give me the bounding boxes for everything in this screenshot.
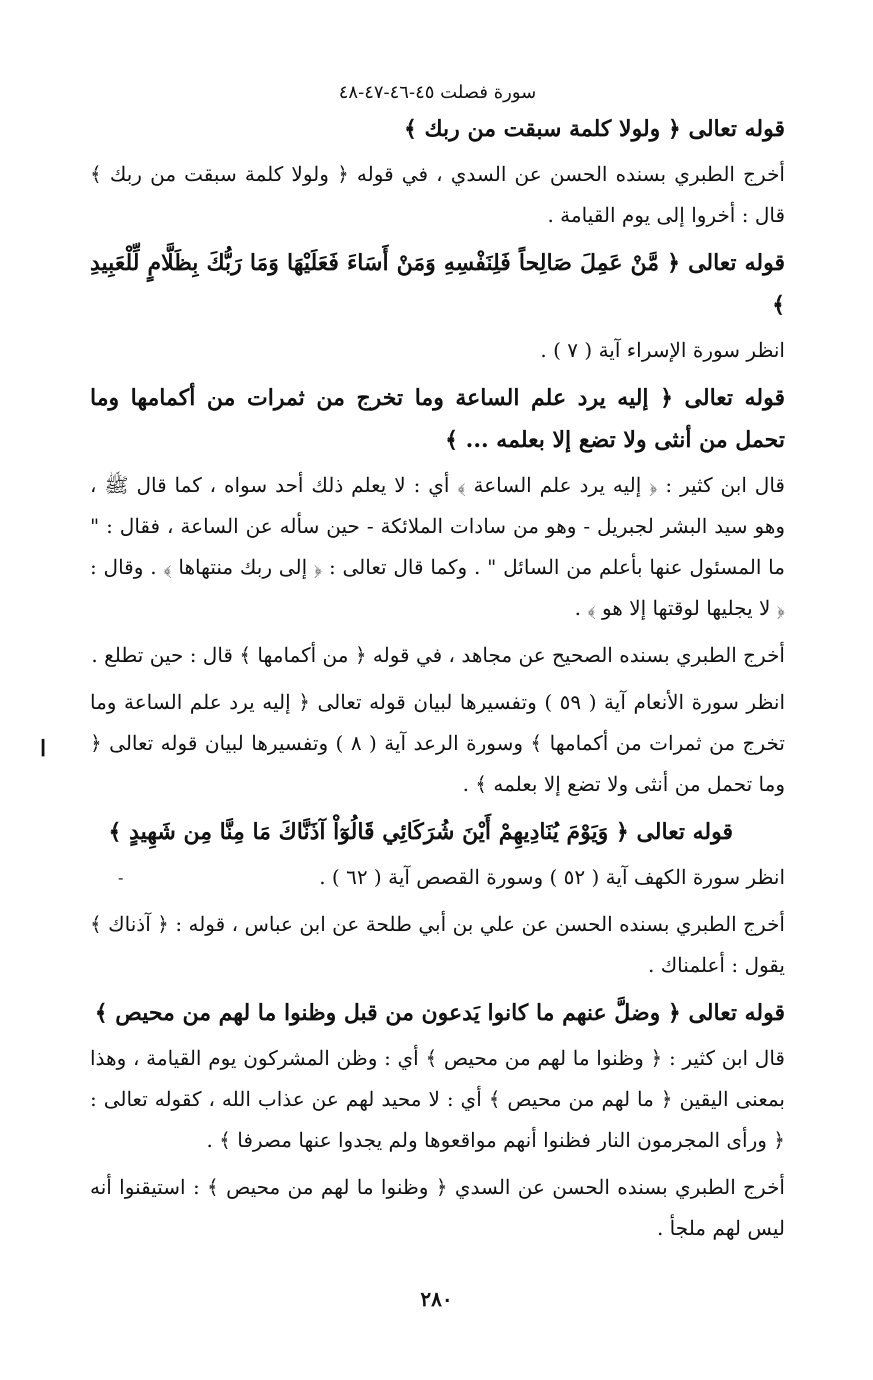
verse-heading: قوله تعالى ﴿ وضلَّ عنهم ما كانوا يَدعون من قبل وظنوا ما لهم من محيص ﴾ bbox=[94, 1000, 785, 1026]
commentary-paragraph: أخرج الطبري بسنده الحسن عن السدي ، في قوله ﴿ ولولا كلمة سبقت من ربك ﴾ قال : أخروا إلى يوم القيامة . bbox=[90, 162, 785, 227]
margin-mark: ا bbox=[40, 736, 47, 762]
commentary-paragraph: انظر سورة الإسراء آية ( ٧ ) . bbox=[540, 338, 785, 362]
commentary-paragraph: انظر سورة الأنعام آية ( ٥٩ ) وتفسيرها لبيان قوله تعالى ﴿ إليه يرد علم الساعة وما تخرج من ثمرات من أكمامها ﴾ وسورة الرعد آية ( ٨ ) وتفسيرها لبيان قوله تعالى ﴿ وما تحمل من أنثى ولا تضع إلا بعلمه ﴾ . bbox=[90, 690, 785, 796]
commentary-paragraph: قال ابن كثير : ﴿ إليه يرد علم الساعة ﴾ أي : لا يعلم ذلك أحد سواه ، كما قال ﷺ ، وهو سيد البشر لجبريل - وهو من سادات الملائكة - حين سأله عن الساعة ، فقال : " ما المسئول عنها بأعلم من السائل " . وكما قال تعالى : ﴿ إلى ربك منتهاها ﴾ . وقال : ﴿ لا يجليها لوقتها إلا هو ﴾ . bbox=[90, 473, 785, 620]
verse-heading: قوله تعالى ﴿ مَّنْ عَمِلَ صَالِحاً فَلِنَفْسِهِ وَمَنْ أَسَاءَ فَعَلَيْهَا وَمَا رَبُّكَ بِظَلَّامٍ لِّلْعَبِيدِ ﴾ bbox=[90, 250, 785, 318]
commentary-paragraph: قال ابن كثير : ﴿ وظنوا ما لهم من محيص ﴾ أي : وظن المشركون يوم القيامة ، وهذا بمعنى اليقين ﴿ ما لهم من محيص ﴾ أي : لا محيد لهم عن عذاب الله ، كقوله تعالى : ﴿ ورأى المجرمون النار فظنوا أنهم مواقعوها ولم يجدوا عنها مصرفا ﴾ . bbox=[90, 1046, 785, 1152]
page-number: ٢٨٠ bbox=[420, 1287, 453, 1311]
verse-heading: قوله تعالى ﴿ إليه يرد علم الساعة وما تخرج من ثمرات من أكمامها وما تحمل من أنثى ولا تضع إلا بعلمه ... ﴾ bbox=[90, 385, 785, 453]
running-head: سورة فصلت ٤٥-٤٦-٤٧-٤٨ bbox=[338, 82, 537, 103]
commentary-paragraph: أخرج الطبري بسنده الحسن عن السدي ﴿ وظنوا ما لهم من محيص ﴾ : استيقنوا أنه ليس لهم ملجأ . bbox=[90, 1175, 785, 1240]
commentary-paragraph: أخرج الطبري بسنده الحسن عن علي بن أبي طلحة عن ابن عباس ، قوله : ﴿ آذناك ﴾ يقول : أعلمناك . bbox=[90, 912, 785, 977]
dot-mark: - bbox=[118, 868, 124, 887]
page-content bbox=[90, 108, 785, 1249]
commentary-paragraph: أخرج الطبري بسنده الصحيح عن مجاهد ، في قوله ﴿ من أكمامها ﴾ قال : حين تطلع . bbox=[91, 643, 785, 667]
verse-heading: قوله تعالى ﴿ ولولا كلمة سبقت من ربك ﴾ bbox=[403, 116, 785, 142]
verse-heading: قوله تعالى ﴿ وَيَوْمَ يُنَادِيهِمْ أَيْنَ شُرَكَائِي قَالُوٓاْ آذَنَّاكَ مَا مِنَّا مِن شَهِيدٍ ﴾ bbox=[108, 819, 733, 845]
commentary-paragraph: انظر سورة الكهف آية ( ٥٢ ) وسورة القصص آية ( ٦٢ ) . bbox=[319, 865, 785, 889]
